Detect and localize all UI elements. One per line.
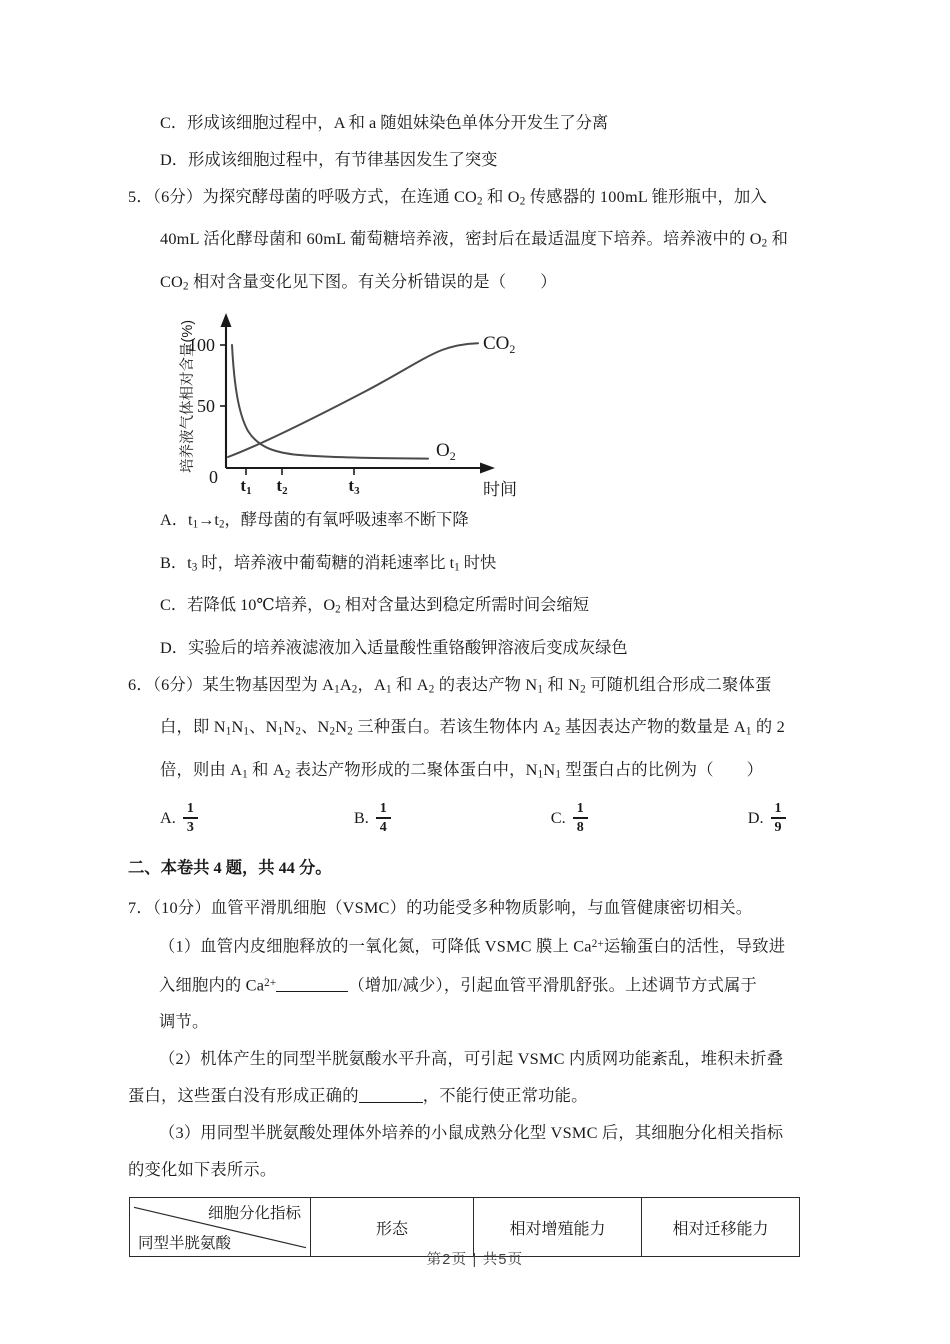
stem-text: 入细胞内的 Ca [159,975,265,995]
question-6-number: 6． [128,674,153,694]
question-7-sub2-line-2 [128,1077,822,1114]
stem-text: 传感器的 100mL 锥形瓶中，加入 [525,187,768,206]
table-corner-top-label: 细胞分化指标 [207,1205,301,1223]
answer-blank[interactable] [276,991,348,992]
fraction [376,801,391,835]
numerator: 1 [379,801,387,817]
answer-blank[interactable] [359,1102,423,1103]
x-tick-label-t1: t1 [240,476,252,498]
stem-text: 蛋白，这些蛋白没有形成正确的 [128,1086,359,1106]
x-tick-label-t2: t2 [276,476,288,498]
question-6-options [128,793,822,843]
question-7-sub3-line-2: 的变化如下表所示。 [128,1160,277,1180]
question-6-stem-line-1 [128,666,822,708]
option-text: $t_1\to t_2$，酵母菌的有氧呼吸速率不断下降 [188,510,469,531]
question-5-points: （6分） [152,187,203,206]
question-5-option-d [128,629,822,666]
subscript: 2 [761,237,768,250]
superscript: 2+ [264,976,277,989]
option-label: D． [160,150,189,169]
option-text: 实验后的培养液滤液加入适量酸性重铬酸钾溶液后变成灰绿色 [188,637,628,657]
stem-text: 为探究酵母菌的呼吸方式，在连通 CO [202,187,477,206]
question-7-sub1-line-2 [128,965,822,1004]
denominator: 9 [774,819,782,835]
question-7-sub1-line-3: 调节。 [159,1012,209,1032]
chart-svg [170,305,530,501]
y-tick-label-0: 0 [209,467,218,488]
question-7-sub2-line-1: （2）机体产生的同型半胱氨酸水平升高，可引起 VSMC 内质网功能紊乱，堆积未折叠 [159,1049,784,1069]
respiration-chart [170,305,822,501]
stem-text: ，不能行使正常功能。 [422,1086,588,1106]
option-label: C. [550,807,566,827]
stem-text: （1）血管内皮细胞释放的一氧化氮，可降低 VSMC 膜上 Ca [159,936,592,956]
stem-text: 倍，则由 $A_1$ 和 $A_2$ 表达产物形成的二聚体蛋白中，$N_1N_1$ 型蛋白占的比例为（ ） [160,759,764,780]
fraction [183,801,198,835]
numerator: 1 [576,801,584,817]
superscript: 2+ [591,937,604,950]
question-5-option-a [128,501,822,543]
page-content [128,104,822,1257]
question-5-stem-line-2 [128,220,822,262]
option-label: A. [160,807,176,827]
fraction-bar [573,817,588,819]
stem-text: 和 O [482,187,520,206]
carryover-option-d [128,141,822,178]
option-label: C． [160,113,188,132]
x-axis-title: 时间 [483,480,517,500]
stem-text: 某生物基因型为 $A_1A_2$，$A_1$ 和 $A_2$ 的表达产物 $N_1$ 和 $N_2$ 可随机组合形成二聚体蛋 [202,674,772,696]
question-6-option-c [551,801,588,835]
question-5-option-c [128,586,822,628]
question-6-option-d [748,801,786,835]
option-text: 形成该细胞过程中，有节律基因发生了突变 [188,150,498,169]
y-axis-arrow [221,313,232,327]
stem-text: 和 [767,229,789,249]
option-text: 若降低 10℃培养，$O_2$ 相对含量达到稳定所需时间会缩短 [187,595,590,616]
page-footer: 第2页 | 共5页 [426,1252,524,1268]
denominator: 8 [576,819,584,835]
question-7-sub3-line-1: （3）用同型半胱氨酸处理体外培养的小鼠成熟分化型 VSMC 后，其细胞分化相关指标 [159,1123,784,1143]
question-6-option-b [354,801,391,835]
option-text: 形成该细胞过程中，A 和 a 随姐妹染色单体分开发生了分离 [187,113,609,132]
question-7-points: （10分） [152,897,211,917]
option-label: A． [160,510,189,530]
numerator: 1 [774,801,782,817]
y-tick-label-100: 100 [188,335,215,356]
stem-text: CO [160,271,184,291]
fraction-bar [183,817,198,819]
option-label: D. [747,807,764,827]
y-tick-label-50: 50 [197,396,215,417]
question-7-sub1-line-1 [128,926,822,965]
stem-text: 相对含量变化见下图。有关分析错误的是（ [188,271,507,291]
question-5-option-b [128,544,822,586]
option-label: D． [160,637,189,657]
table-header-morphology: 形态 [311,1198,474,1257]
question-6-points: （6分） [152,674,203,694]
subscript: 2 [476,195,483,208]
question-5-stem-line-3 [128,263,822,305]
option-label: B. [353,807,369,827]
fraction-bar [376,817,391,819]
table-header-proliferation: 相对增殖能力 [474,1198,642,1257]
table-corner-bottom-label: 同型半胱氨酸 [138,1235,232,1253]
option-label: B． [160,552,188,572]
question-6-stem-line-3 [128,751,822,793]
table-header-migration: 相对迁移能力 [642,1198,800,1257]
series-label-co2: $CO_2$ [483,333,516,357]
x-axis-arrow [480,463,495,474]
option-text: $t_3$ 时，培养液中葡萄糖的消耗速率比 $t_1$ 时快 [187,552,497,574]
carryover-option-c [128,104,822,141]
series-o2-curve [232,345,428,459]
fraction [573,801,588,835]
stem-text: 血管平滑肌细胞（VSMC）的功能受多种物质影响，与血管健康密切相关。 [210,897,753,917]
question-7-stem [128,889,822,926]
stem-text: （增加/减少），引起血管平滑肌舒张。上述调节方式属于 [348,975,757,995]
stem-text: 40mL 活化酵母菌和 60mL 葡萄糖培养液，密封后在最适温度下培养。培养液中的 O [160,229,762,249]
subscript: 2 [519,195,526,208]
option-label: C． [160,595,188,615]
denominator: 3 [186,819,194,835]
y-axis-title: 培养液气体相对含量(%) [180,320,196,474]
stem-text: 白，即 $N_1N_1$、$N_1N_2$、$N_2N_2$ 三种蛋白。若该生物体内 $A_2$ 基因表达产物的数量是 $A_1$ 的 2 [160,717,785,738]
fraction [771,801,786,835]
question-6-stem-line-2 [128,708,822,750]
x-tick-label-t3: t3 [348,476,360,498]
stem-text: 运输蛋白的活性，导致进 [603,936,786,956]
series-label-o2: $O_2$ [436,440,456,464]
fraction-bar [771,817,786,819]
question-5-stem-line-1 [128,178,822,220]
section-2-heading: 二、本卷共 4 题，共 44 分。 [128,857,332,877]
numerator: 1 [186,801,194,817]
question-7-number: 7． [128,897,153,917]
question-6-option-a [160,801,198,835]
denominator: 4 [379,819,387,835]
stem-text: ） [540,271,557,291]
subscript: 2 [183,280,189,293]
question-5-number: 5． [128,187,153,206]
